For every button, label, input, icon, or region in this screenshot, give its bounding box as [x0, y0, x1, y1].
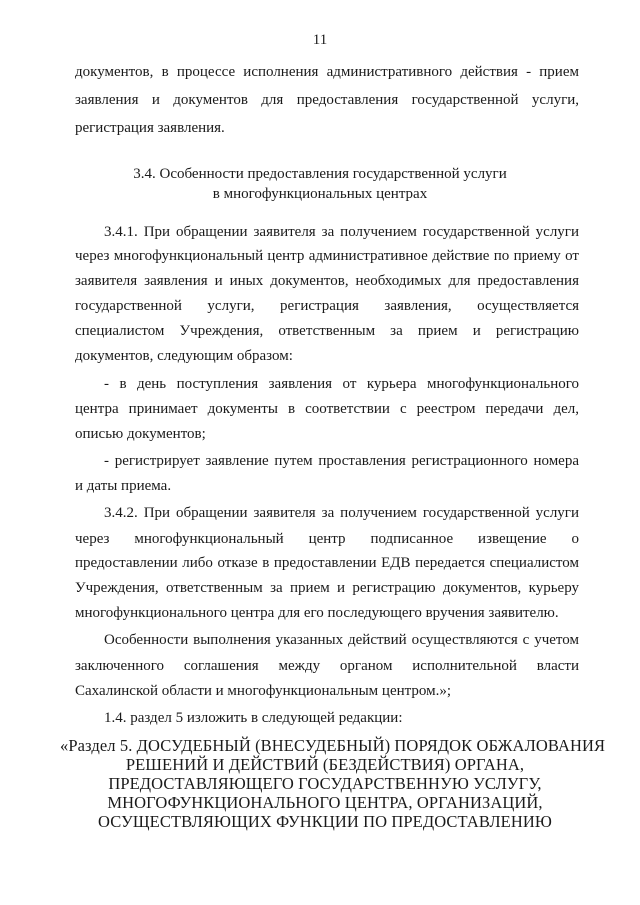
- p3-line-3: Сахалинской области и многофункциональным центром.»;: [75, 683, 452, 699]
- p4-line: 1.4. раздел 5 изложить в следующей редакции:: [104, 710, 403, 726]
- p1-line-1: 3.4.1. При обращении заявителя за получением государственной услуги: [104, 224, 579, 240]
- bullet-2-line-1: - регистрирует заявление путем проставления регистрационного номера: [104, 453, 579, 469]
- intro-line-1: документов, в процессе исполнения административного действия - прием: [75, 64, 579, 80]
- bullet-2-line-2: и даты приема.: [75, 478, 172, 494]
- intro-line-2: заявления и документов для предоставления государственной услуги,: [75, 92, 579, 108]
- section5-heading-line-1: «Раздел 5. ДОСУДЕБНЫЙ (ВНЕСУДЕБНЫЙ) ПОРЯДОК ОБЖАЛОВАНИЯ: [60, 736, 606, 755]
- intro-line-3: регистрация заявления.: [75, 120, 225, 136]
- p2-line-5: многофункционального центра для его последующего вручения заявителю.: [75, 605, 559, 621]
- page-number: 11: [312, 32, 328, 48]
- p2-line-3: предоставлении либо отказе в предоставлении ЕДВ передается специалистом: [75, 555, 579, 571]
- section-heading-line-1: 3.4. Особенности предоставления государственной услуги: [133, 166, 507, 182]
- p2-line-4: Учреждения, ответственным за прием и регистрацию документов, курьеру: [75, 580, 579, 596]
- section5-heading-line-2: РЕШЕНИЙ И ДЕЙСТВИЙ (БЕЗДЕЙСТВИЯ) ОРГАНА,: [125, 755, 525, 774]
- p3-line-1: Особенности выполнения указанных действий осуществляются с учетом: [104, 632, 579, 648]
- p2-line-2: через многофункциональный центр подписанное извещение о: [75, 531, 579, 547]
- section5-heading-line-3: ПРЕДОСТАВЛЯЮЩЕГО ГОСУДАРСТВЕННУЮ УСЛУГУ,: [108, 774, 542, 793]
- section-heading-line-2: в многофункциональных центрах: [212, 186, 428, 202]
- bullet-1-line-3: описью документов;: [75, 426, 206, 442]
- p1-line-5: специалистом Учреждения, ответственным за прием и регистрацию: [75, 323, 579, 339]
- p1-line-4: государственной услуги, регистрация заявления, осуществляется: [75, 298, 579, 314]
- p1-line-6: документов, следующим образом:: [75, 348, 293, 364]
- section5-heading-line-5: ОСУЩЕСТВЛЯЮЩИХ ФУНКЦИИ ПО ПРЕДОСТАВЛЕНИЮ: [98, 812, 552, 831]
- bullet-1-line-2: центра принимает документы в соответствии с реестром передачи дел,: [75, 401, 579, 417]
- bullet-1-line-1: - в день поступления заявления от курьера многофункционального: [104, 376, 579, 392]
- p2-line-1: 3.4.2. При обращении заявителя за получением государственной услуги: [104, 505, 579, 521]
- section5-heading-line-4: МНОГОФУНКЦИОНАЛЬНОГО ЦЕНТРА, ОРГАНИЗАЦИЙ,: [107, 793, 543, 812]
- p3-line-2: заключенного соглашения между органом исполнительной власти: [75, 658, 579, 674]
- p1-line-2: через многофункциональный центр административное действие по приему от: [75, 248, 579, 264]
- p1-line-3: заявителя заявления и иных документов, необходимых для предоставления: [75, 273, 579, 289]
